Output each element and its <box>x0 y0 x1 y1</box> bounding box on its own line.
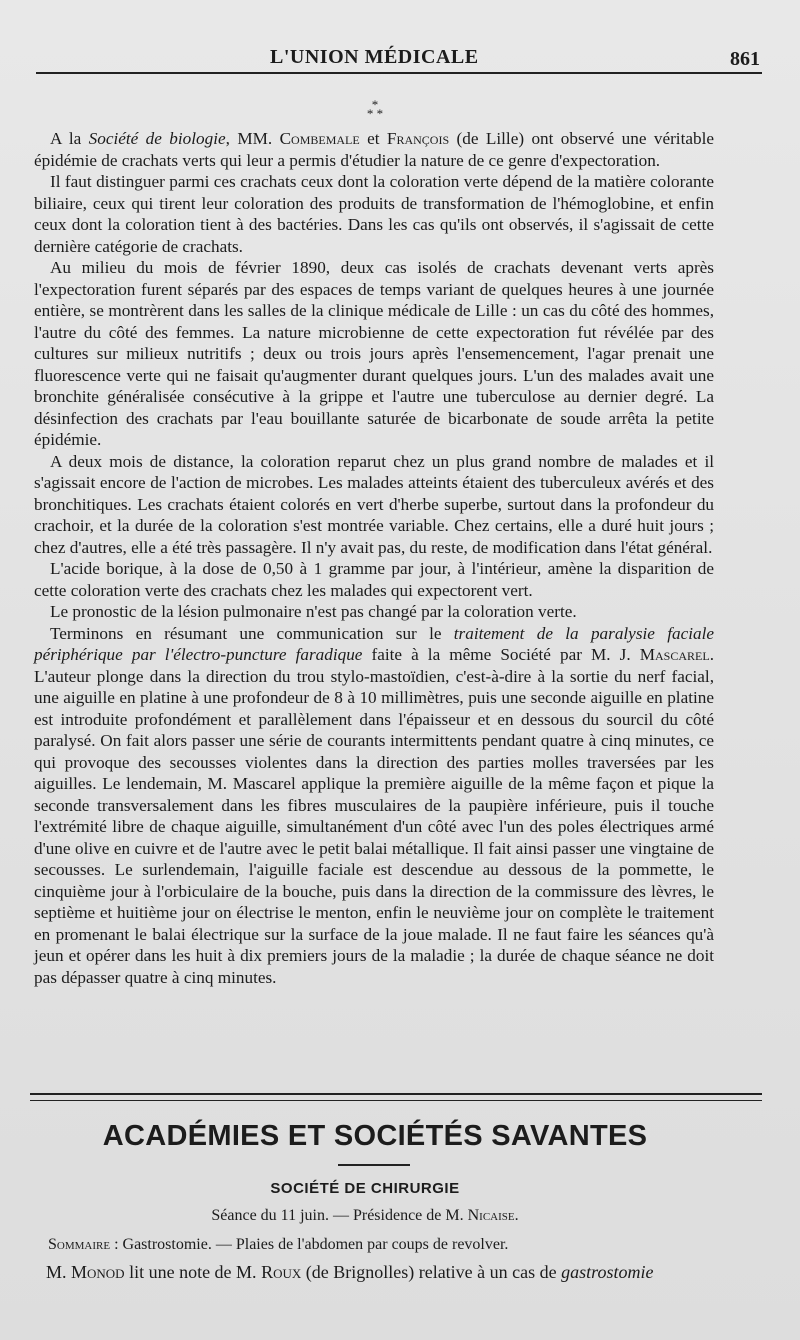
author-name: Combemale <box>279 129 360 148</box>
president-name: Nicaise <box>467 1207 515 1224</box>
author-name: Monod <box>71 1262 125 1282</box>
communication-title-italic: traitement de la paralysie faciale périphérique par l'électro-puncture faradique <box>34 623 714 664</box>
page-header <box>0 42 800 76</box>
paragraph-6: Le pronostic de la lésion pulmonaire n'est pas changé par la coloration verte. <box>50 602 577 621</box>
paragraph-4: A deux mois de distance, la coloration reparut chez un plus grand nombre de malades et il s'agissait encore de l'action de microbes. Les malades atteints étaient des tuberculeux avérés et des bronchitiques. Les crachats étaient colorés en vert d'herbe superbe, surtout dans la profondeur du crachoir, et la durée de la coloration s'est montrée variable. Chez certains, elle a duré huit jours ; chez d'autres, elle a été très passagère. Il n'y avait pas, du reste, de modification dans l'état général. <box>34 451 714 557</box>
society-name-italic: Société de biologie <box>88 129 226 148</box>
paragraph-3: Au milieu du mois de février 1890, deux cas isolés de crachats devenant verts après l'expectoration furent séparés par des espaces de temps variant de quelques heures à une journée entière, se montrèrent dans les salles de la clinique médicale de Lille : un cas du côté des hommes, l'autre du côté des femmes. La nature microbienne de cette expectoration fut révélée par des cultures sur milieux nutritifs ; deux ou trois jours après l'ensemencement, l'agar prenait une fluorescence verte qui ne faisait qu'augmenter durant quelques jours. L'un des malades avait une bronchite généralisée consécutive à la grippe et l'autre une tuberculose au dernier degré. La désinfection des crachats par l'eau bouillante saturée de bicarbonate de soude arrêta la petite épidémie. <box>34 258 714 449</box>
summary-line: Sommaire : Gastrostomie. — Plaies de l'abdomen par coups de revolver. <box>48 1236 509 1253</box>
asterism-separator: * * * <box>366 97 384 121</box>
society-name: SOCIÉTÉ DE CHIRURGIE <box>270 1180 460 1197</box>
author-name: Mascarel <box>639 645 710 664</box>
section-divider <box>30 1093 762 1101</box>
author-name: François <box>386 129 450 148</box>
running-title: L'UNION MÉDICALE <box>270 46 479 68</box>
gastrostomie-italic: gastrostomie <box>561 1262 654 1282</box>
paragraph-5: L'acide borique, à la dose de 0,50 à 1 gramme par jour, à l'intérieur, amène la disparition de cette coloration verte des crachats chez les malades qui expectorent vert. <box>34 559 714 600</box>
heading-rule <box>338 1164 410 1166</box>
session-line: Séance du 11 juin. — Présidence de M. Nicaise. <box>211 1207 519 1224</box>
final-line: M. Monod lit une note de M. Roux (de Brignolles) relative à un cas de gastrostomie <box>46 1262 654 1282</box>
article-body <box>34 128 714 988</box>
paragraph-2: Il faut distinguer parmi ces crachats ceux dont la coloration verte dépend de la matière colorante biliaire, ceux qui tirent leur coloration des produits de transformation de l'hémoglobine, et enfin ceux dont la coloration tient à des bactéries. Dans les cas qu'ils ont observés, il s'agissait de cette dernière catégorie de crachats. <box>34 172 714 256</box>
section-heading: ACADÉMIES ET SOCIÉTÉS SAVANTES <box>102 1120 648 1152</box>
author-name: Roux <box>261 1262 302 1282</box>
paragraph-1: A la Société de biologie, MM. Combemale et François (de Lille) ont observé une véritable épidémie de crachats verts qui leur a permis d'étudier la nature de ce genre d'expectoration. <box>34 129 714 170</box>
page-number: 861 <box>730 48 760 70</box>
paragraph-7: Terminons en résumant une communication sur le traitement de la paralysie faciale périphérique par l'électro-puncture faradique faite à la même Société par M. J. Mascarel. L'auteur plonge dans la direction du trou stylo-mastoïdien, c'est-à-dire à la sortie du nerf facial, une aiguille en platine à une profondeur de 8 à 10 millimètres, puis une seconde aiguille en platine est introduite profondément et parallèlement dans l'épaisseur et en dessous du sourcil du côté paralysé. On fait alors passer une série de courants intermittents pendant quatre à cinq minutes, ce qui provoque des secousses violentes dans la direction des parties molles traversées par les aiguilles. Le lendemain, M. Mascarel applique la première aiguille de la même façon et pique la seconde transversalement dans les fibres musculaires de la paupière inférieure, puis il touche l'extrémité libre de chaque aiguille, simultanément d'un côté avec l'un des poles électriques armé d'une olive en cuivre et de l'autre avec le petit balai métallique. Il fait ainsi passer une vingtaine de secousses. Le surlendemain, l'aiguille faciale est descendue au dessous de la pommette, le cinquième jour à l'orbiculaire de la bouche, puis dans la direction de la commissure des lèvres, le septième et huitième jour on électrise le menton, enfin le neuvième jour on complète le traitement en promenant le balai électrique sur la surface de la joue malade. Il ne faut faire les séances qu'à jeun et opérer dans les huit à dix premiers jours de la maladie ; la durée de chaque séance ne doit pas dépasser quatre à cinq minutes. <box>34 623 714 987</box>
header-rule <box>36 72 762 74</box>
summary-label: Sommaire <box>48 1236 111 1253</box>
